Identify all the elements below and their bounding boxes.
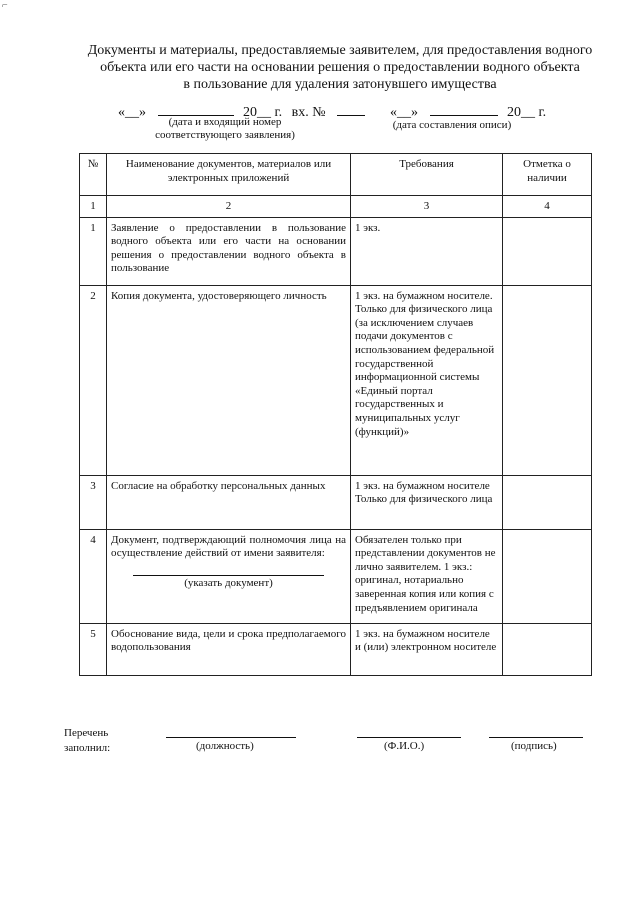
- footer-label: [64, 726, 110, 756]
- row-document-name-cell: [107, 529, 351, 623]
- left-date-caption-line-1: (дата и входящий номер: [168, 116, 282, 128]
- right-date-caption: (дата составления описи): [392, 119, 512, 131]
- table-row: [80, 285, 592, 475]
- right-date-year: 20__ г.: [507, 105, 547, 120]
- row-document-name: Копия документа, удостоверяющего личность: [107, 285, 351, 475]
- left-reg-number-label: вх. №: [291, 105, 326, 120]
- title-line-3: в пользование для удаления затонувшего имущества: [183, 77, 497, 92]
- document-fill-caption: (указать документ): [184, 576, 273, 589]
- column-number: 4: [503, 196, 592, 218]
- table-row: [80, 217, 592, 285]
- row-availability-mark[interactable]: [503, 217, 592, 285]
- row-requirements: 1 экз. на бумажном носителе и (или) электронном носителе: [351, 623, 503, 675]
- row-number: 2: [80, 285, 107, 475]
- left-date-caption: [140, 116, 310, 142]
- row-number: 4: [80, 529, 107, 623]
- name-line[interactable]: [357, 737, 461, 738]
- header-number: №: [80, 154, 107, 196]
- documents-table: [79, 153, 592, 676]
- row-document-name: Обоснование вида, цели и срока предполагаемого водопользования: [107, 623, 351, 675]
- title-line-1: Документы и материалы, предоставляемые заявителем, для предоставления водного: [87, 43, 593, 58]
- row-availability-mark[interactable]: [503, 285, 592, 475]
- signature-line[interactable]: [489, 737, 583, 738]
- column-number: 1: [80, 196, 107, 218]
- table-row: [80, 623, 592, 675]
- header-requirements: Требования: [351, 154, 503, 196]
- row-availability-mark[interactable]: [503, 529, 592, 623]
- column-number: 2: [107, 196, 351, 218]
- row-availability-mark[interactable]: [503, 623, 592, 675]
- row-requirements: 1 экз. на бумажном носителе. Только для физического лица (за исключением случаев подачи документов с использованием федеральной государственной информационной системы «Единый портал государственных и муниципальных услуг (функций)»: [351, 285, 503, 475]
- row-document-name: Документ, подтверждающий полномочия лица на осуществление действий от имени заявителя:: [111, 533, 346, 560]
- right-date-quote: «__»: [390, 105, 418, 120]
- title-line-2: объекта или его части на основании решения о предоставлении водного объекта: [100, 60, 580, 75]
- left-date-caption-line-2: соответствующего заявления): [155, 129, 295, 141]
- row-number: 3: [80, 475, 107, 529]
- position-line[interactable]: [166, 737, 296, 738]
- left-date-year: 20__ г.: [243, 105, 283, 120]
- signature-caption: (подпись): [511, 740, 557, 752]
- left-date-quote: «__»: [118, 105, 146, 120]
- corner-mark: ⌐: [2, 0, 8, 11]
- row-number: 1: [80, 217, 107, 285]
- row-requirements: 1 экз. на бумажном носителе Только для физического лица: [351, 475, 503, 529]
- row-document-name: Согласие на обработку персональных данных: [107, 475, 351, 529]
- row-requirements: 1 экз.: [351, 217, 503, 285]
- position-caption: (должность): [196, 740, 254, 752]
- table-row: [80, 529, 592, 623]
- column-number: 3: [351, 196, 503, 218]
- table-header-row: [80, 154, 592, 196]
- name-caption: (Ф.И.О.): [384, 740, 425, 752]
- header-name: Наименование документов, материалов или электронных приложений: [107, 154, 351, 196]
- row-document-name: Заявление о предоставлении в пользование водного объекта или его части на основании решения о предоставлении водного объекта в пользование: [107, 217, 351, 285]
- row-availability-mark[interactable]: [503, 475, 592, 529]
- row-requirements: Обязателен только при представлении документов не лично заявителем. 1 экз.: оригинал, нотариально заверенная копия или копия с предъявлением оригинала: [351, 529, 503, 623]
- left-date-month-line: [158, 103, 234, 116]
- document-title: [70, 42, 610, 93]
- left-reg-number-line: [337, 103, 365, 116]
- footer-label-line-2: заполнил:: [64, 742, 111, 754]
- right-date-month-line: [430, 103, 498, 116]
- footer-label-line-1: Перечень: [64, 727, 109, 739]
- row-number: 5: [80, 623, 107, 675]
- document-fill-line[interactable]: [133, 575, 324, 576]
- table-row: [80, 475, 592, 529]
- column-number-row: [80, 196, 592, 218]
- header-availability: Отметка о наличии: [503, 154, 592, 196]
